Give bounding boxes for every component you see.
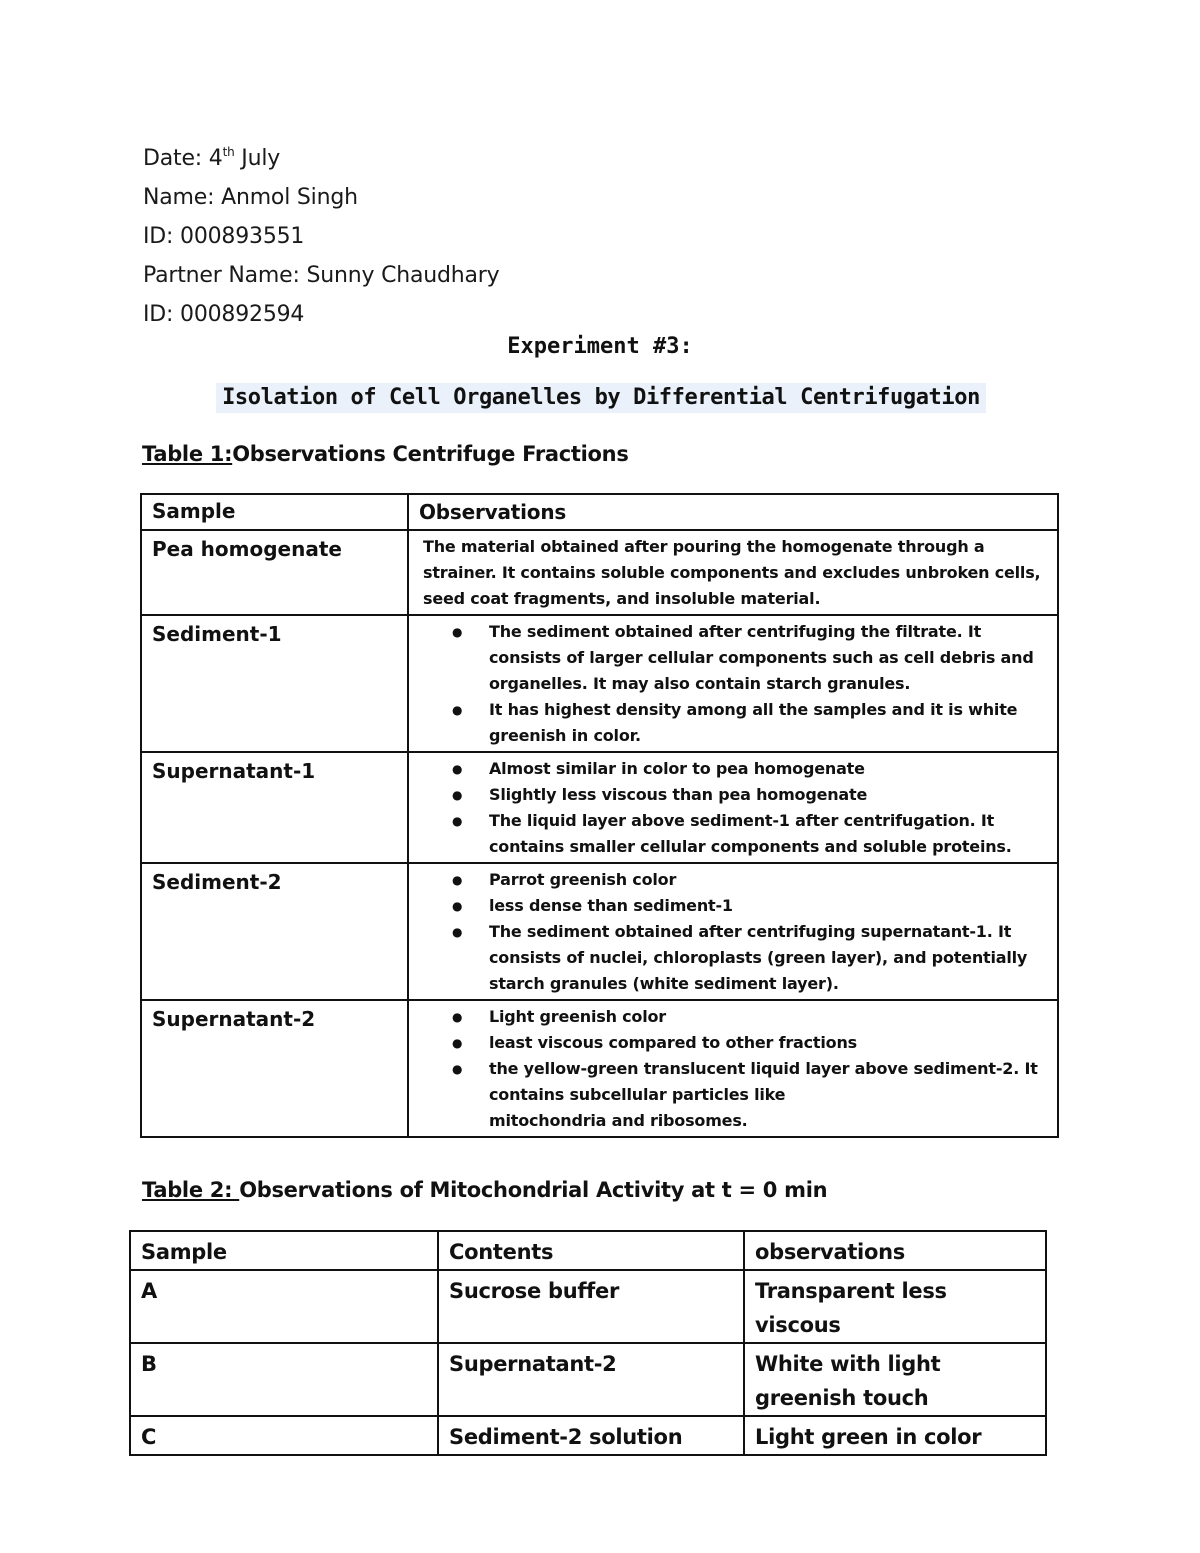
list-item: ● Parrot greenish color xyxy=(489,867,1049,893)
contents-cell: Sucrose buffer xyxy=(438,1270,744,1343)
sample-cell: Supernatant-1 xyxy=(141,752,408,863)
table2-caption xyxy=(142,1178,827,1202)
sample-cell: B xyxy=(130,1343,438,1416)
observation-list xyxy=(419,756,1049,860)
partner-id: ID: 000892594 xyxy=(143,302,305,327)
table-row xyxy=(141,615,1058,752)
table2-caption-prefix: Table 2: xyxy=(142,1178,240,1202)
observation-list xyxy=(419,619,1049,749)
contents-cell: Sediment-2 solution xyxy=(438,1416,744,1455)
date-month: July xyxy=(234,146,281,171)
sample-cell: C xyxy=(130,1416,438,1455)
sample-cell: A xyxy=(130,1270,438,1343)
table-row xyxy=(141,1000,1058,1137)
observation-cell: The material obtained after pouring the homogenate through a strainer. It contains soluble components and excludes unbroken cells, seed coat fragments, and insoluble material. xyxy=(408,530,1058,615)
observation-cell xyxy=(408,863,1058,1000)
table2-caption-text: Observations of Mitochondrial Activity at t = 0 min xyxy=(239,1178,828,1202)
list-item: ● The liquid layer above sediment-1 after centrifugation. It contains smaller cellular components and soluble proteins. xyxy=(489,808,1049,860)
list-item: ● the yellow-green translucent liquid layer above sediment-2. It contains subcellular particles like xyxy=(489,1056,1049,1108)
header-cell-sample: Sample xyxy=(141,494,408,530)
date-label: Date: 4 xyxy=(143,146,223,171)
header-cell-contents: Contents xyxy=(438,1231,744,1270)
partner-name: Partner Name: Sunny Chaudhary xyxy=(143,263,500,288)
date-line xyxy=(143,146,280,172)
student-id: ID: 000893551 xyxy=(143,224,305,249)
sample-cell: Supernatant-2 xyxy=(141,1000,408,1137)
table-header-row xyxy=(141,494,1058,530)
table-row xyxy=(130,1270,1046,1343)
table-row xyxy=(130,1416,1046,1455)
table1-caption-prefix: Table 1: xyxy=(142,442,233,466)
experiment-title: Experiment #3: xyxy=(507,334,693,359)
experiment-subtitle: Isolation of Cell Organelles by Differential Centrifugation xyxy=(216,383,986,413)
observation-list xyxy=(419,1004,1049,1134)
observation-cell: White with light greenish touch xyxy=(744,1343,1046,1416)
observation-list xyxy=(419,867,1049,997)
header-cell-observations: Observations xyxy=(408,494,1058,530)
list-item: ● Almost similar in color to pea homogenate xyxy=(489,756,1049,782)
list-item: ● The sediment obtained after centrifuging supernatant-1. It consists of nuclei, chloroplasts (green layer), and potentially starch granules (white sediment layer). xyxy=(489,919,1049,997)
centrifuge-fractions-table xyxy=(140,493,1059,1138)
table-row xyxy=(130,1343,1046,1416)
header-cell-sample: Sample xyxy=(130,1231,438,1270)
sample-cell: Pea homogenate xyxy=(141,530,408,615)
observation-cell xyxy=(408,752,1058,863)
observation-cell xyxy=(408,615,1058,752)
header-cell-observations: observations xyxy=(744,1231,1046,1270)
table1-caption-text: Observations Centrifuge Fractions xyxy=(232,442,629,466)
observation-cell: Transparent less viscous xyxy=(744,1270,1046,1343)
list-item-continuation: mitochondria and ribosomes. xyxy=(489,1111,748,1130)
sample-cell: Sediment-2 xyxy=(141,863,408,1000)
observation-cell xyxy=(408,1000,1058,1137)
student-name: Name: Anmol Singh xyxy=(143,185,358,210)
table1-caption xyxy=(142,442,629,466)
sample-cell: Sediment-1 xyxy=(141,615,408,752)
list-item: ● Slightly less viscous than pea homogenate xyxy=(489,782,1049,808)
date-superscript: th xyxy=(222,145,235,159)
contents-cell: Supernatant-2 xyxy=(438,1343,744,1416)
table-row xyxy=(141,863,1058,1000)
table-row xyxy=(141,752,1058,863)
list-item: ● less dense than sediment-1 xyxy=(489,893,1049,919)
list-item: ● The sediment obtained after centrifuging the filtrate. It consists of larger cellular components such as cell debris and organelles. It may also contain starch granules. xyxy=(489,619,1049,697)
observation-cell: Light green in color xyxy=(744,1416,1046,1455)
list-item: ● It has highest density among all the samples and it is white greenish in color. xyxy=(489,697,1049,749)
table-header-row xyxy=(130,1231,1046,1270)
list-item: ● least viscous compared to other fractions xyxy=(489,1030,1049,1056)
list-item: ● Light greenish color xyxy=(489,1004,1049,1030)
table-row xyxy=(141,530,1058,615)
mitochondrial-activity-table xyxy=(129,1230,1047,1456)
